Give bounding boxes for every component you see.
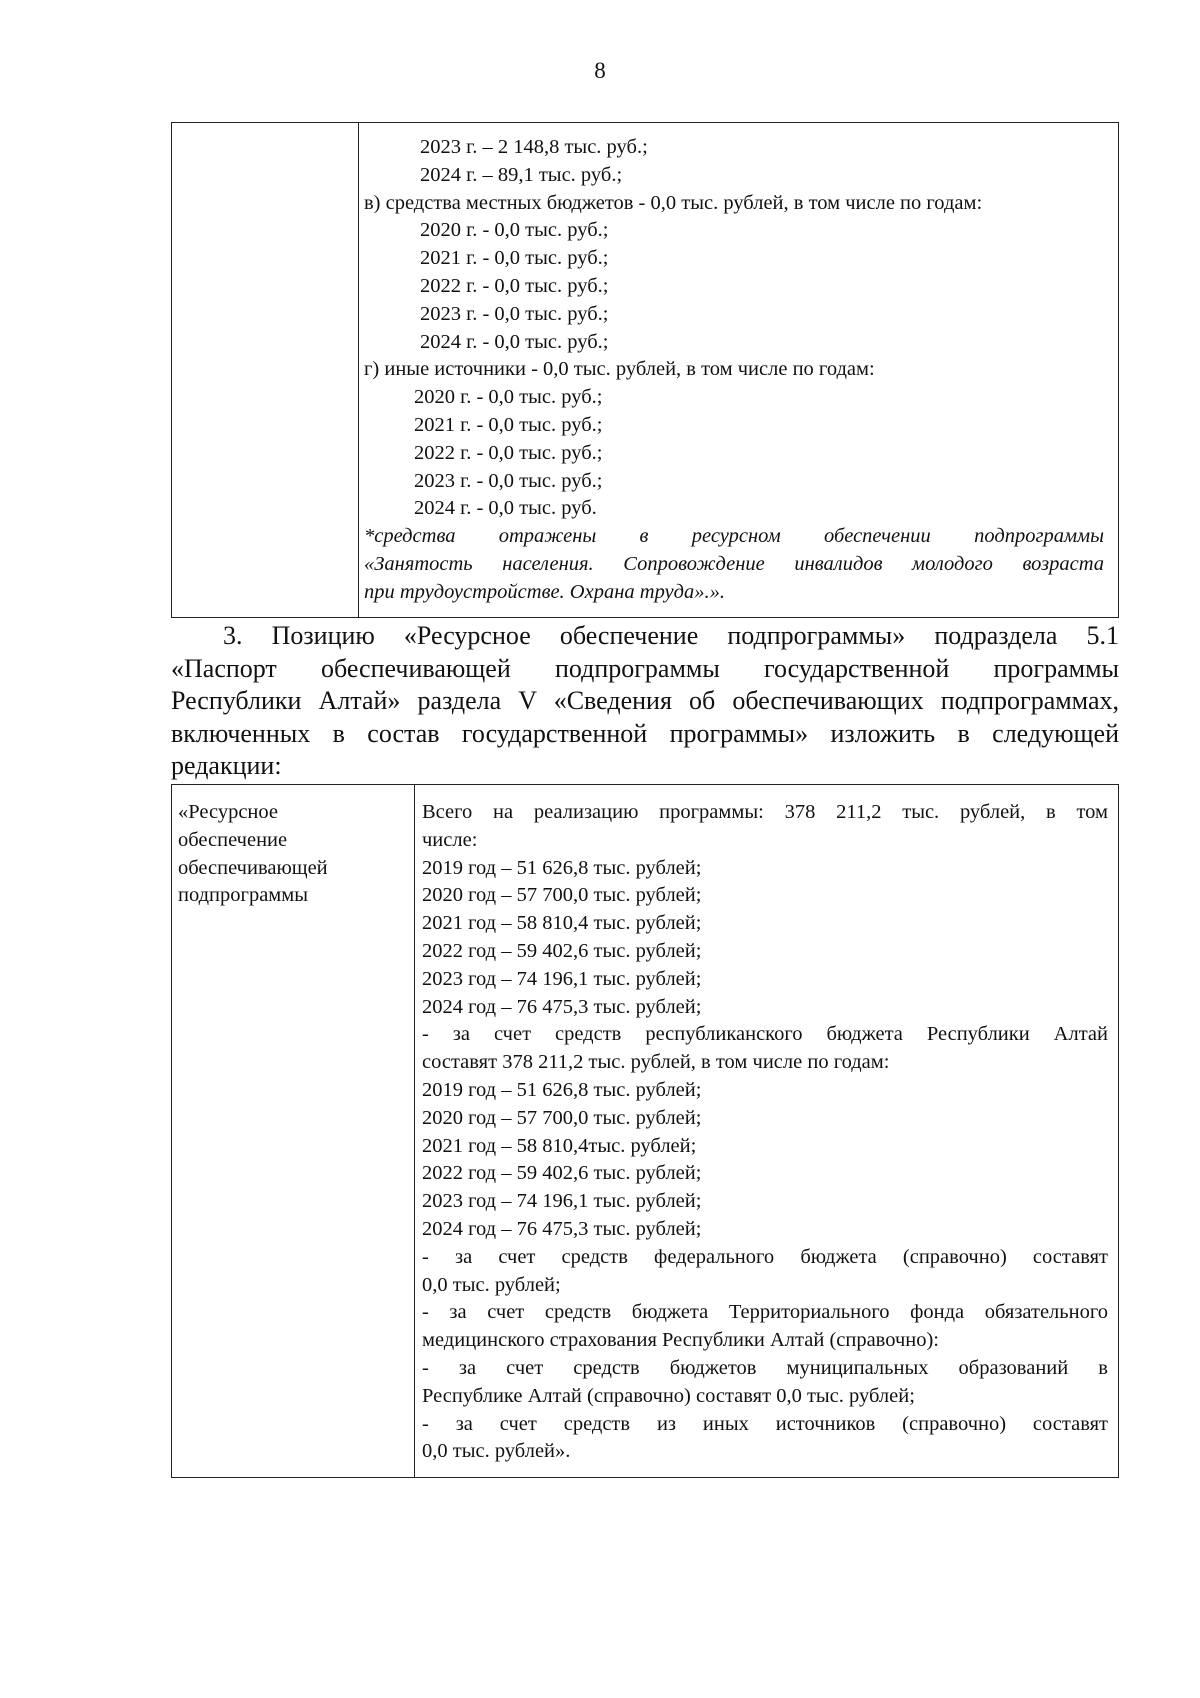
paragraph-line: включенных в состав государственной программы» изложить в следующей bbox=[171, 718, 1119, 748]
footnote-line: *средства отражены в ресурсном обеспечении подпрограммы bbox=[364, 525, 1104, 548]
table-line: 2024 год – 76 475,3 тыс. рублей; bbox=[422, 1217, 702, 1240]
label-line: обеспечивающей bbox=[178, 856, 328, 879]
funding-table-continued bbox=[171, 122, 1119, 618]
footnote-line: при трудоустройстве. Охрана труда».». bbox=[364, 580, 725, 603]
label-line: подпрограммы bbox=[178, 884, 309, 907]
funding-details-cell bbox=[422, 799, 1108, 1466]
table-line: 2020 год – 57 700,0 тыс. рублей; bbox=[422, 1106, 702, 1129]
table-line: 2023 г. – 2 148,8 тыс. руб.; bbox=[420, 136, 648, 158]
table-line: 2020 г. - 0,0 тыс. руб.; bbox=[414, 386, 603, 409]
table-line: 2020 г. - 0,0 тыс. руб.; bbox=[420, 219, 609, 242]
table-line: 2021 г. - 0,0 тыс. руб.; bbox=[420, 247, 609, 270]
label-line: обеспечение bbox=[178, 828, 288, 851]
table-line: 0,0 тыс. рублей; bbox=[422, 1273, 561, 1296]
table-line: 2021 год – 58 810,4тыс. рублей; bbox=[422, 1134, 697, 1157]
table-line: 2022 год – 59 402,6 тыс. рублей; bbox=[422, 1162, 702, 1185]
table-line: - за счет средств бюджета Территориального фонда обязательного bbox=[422, 1301, 1108, 1324]
footnote-line: «Занятость населения. Сопровождение инвалидов молодого возраста bbox=[364, 552, 1104, 575]
table-line: 0,0 тыс. рублей». bbox=[422, 1440, 571, 1463]
item-3-paragraph bbox=[171, 620, 1119, 783]
table-line: 2021 год – 58 810,4 тыс. рублей; bbox=[422, 912, 702, 935]
table-line: 2023 год – 74 196,1 тыс. рублей; bbox=[422, 967, 702, 990]
table-line: 2022 г. - 0,0 тыс. руб.; bbox=[420, 274, 609, 297]
funding-cell bbox=[364, 134, 1104, 607]
table-line: - за счет средств федерального бюджета (справочно) составят bbox=[422, 1245, 1108, 1268]
resource-provision-table bbox=[171, 784, 1119, 1478]
table-line: - за счет средств бюджетов муниципальных образований в bbox=[422, 1356, 1108, 1379]
table-line: 2023 год – 74 196,1 тыс. рублей; bbox=[422, 1190, 702, 1213]
table-line: г) иные источники - 0,0 тыс. рублей, в том числе по годам: bbox=[364, 358, 875, 381]
table-line: 2024 г. - 0,0 тыс. руб. bbox=[414, 497, 597, 520]
table-line: 2024 г. - 0,0 тыс. руб.; bbox=[420, 330, 609, 353]
table-line: Всего на реализацию программы: 378 211,2 тыс. рублей, в том bbox=[422, 801, 1108, 823]
table-line: числе: bbox=[422, 828, 478, 851]
table-line: медицинского страхования Республики Алтай (справочно): bbox=[422, 1329, 939, 1352]
table-line: 2023 г. - 0,0 тыс. руб.; bbox=[414, 469, 603, 492]
table-line: - за счет средств из иных источников (справочно) составят bbox=[422, 1412, 1108, 1435]
table-line: составят 378 211,2 тыс. рублей, в том числе по годам: bbox=[422, 1051, 890, 1074]
paragraph-line: Республики Алтай» раздела V «Сведения об обеспечивающих подпрограммах, bbox=[171, 686, 1119, 715]
table-line: 2023 г. - 0,0 тыс. руб.; bbox=[420, 302, 609, 325]
table-line: 2022 год – 59 402,6 тыс. рублей; bbox=[422, 939, 702, 962]
table-line: - за счет средств республиканского бюджета Республики Алтай bbox=[422, 1023, 1108, 1046]
table-line: 2022 г. - 0,0 тыс. руб.; bbox=[414, 441, 603, 464]
table-line: 2019 год – 51 626,8 тыс. рублей; bbox=[422, 856, 702, 879]
table-line: 2024 год – 76 475,3 тыс. рублей; bbox=[422, 995, 702, 1018]
table-line: в) средства местных бюджетов - 0,0 тыс. рублей, в том числе по годам: bbox=[364, 191, 983, 214]
paragraph-line: «Паспорт обеспечивающей подпрограммы государственной программы bbox=[171, 653, 1119, 683]
table-line: 2019 год – 51 626,8 тыс. рублей; bbox=[422, 1078, 702, 1101]
paragraph-line: редакции: bbox=[171, 751, 282, 780]
table-line: Республике Алтай (справочно) составят 0,0 тыс. рублей; bbox=[422, 1384, 915, 1407]
column-divider bbox=[414, 785, 415, 1477]
position-label-cell bbox=[178, 799, 406, 910]
label-line: «Ресурсное bbox=[178, 801, 278, 823]
column-divider bbox=[358, 123, 359, 617]
paragraph-line: 3. Позицию «Ресурсное обеспечение подпрограммы» подраздела 5.1 bbox=[223, 621, 1119, 650]
page-number: 8 bbox=[594, 58, 606, 83]
table-line: 2021 г. - 0,0 тыс. руб.; bbox=[414, 413, 603, 436]
table-line: 2024 г. – 89,1 тыс. руб.; bbox=[420, 163, 623, 186]
table-line: 2020 год – 57 700,0 тыс. рублей; bbox=[422, 884, 702, 907]
